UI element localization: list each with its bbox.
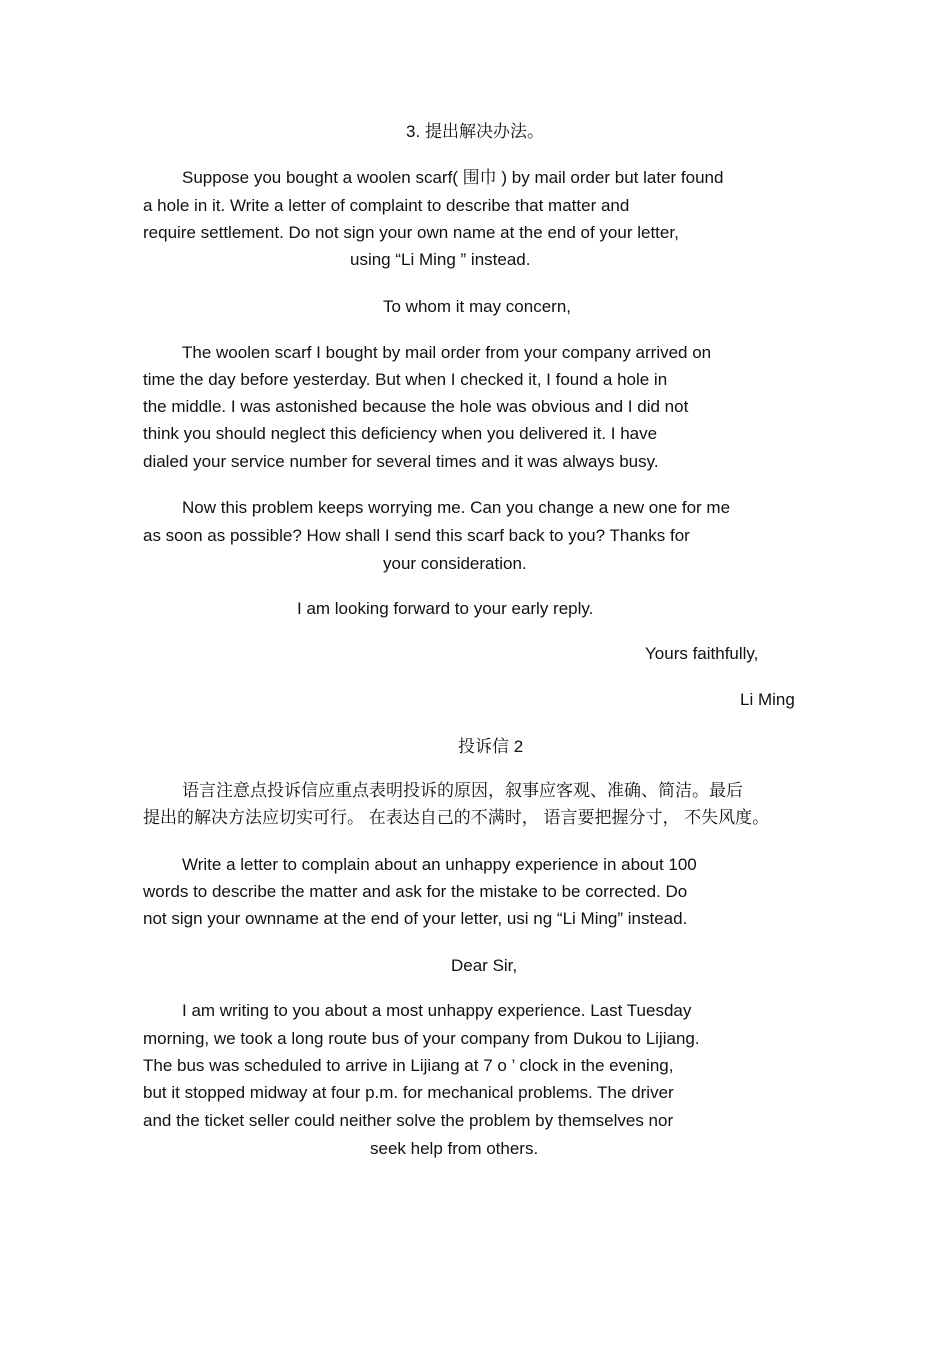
letter1-signature: Li Ming [740, 690, 795, 709]
letter1-para1-line: dialed your service number for several times and it was always busy. [143, 452, 659, 471]
letter1-para1-line: the middle. I was astonished because the hole was obvious and I did not [143, 397, 689, 416]
letter1-para2-line: your consideration. [383, 554, 527, 573]
letter2-salutation: Dear Sir, [451, 956, 518, 975]
prompt1-line: Suppose you bought a woolen scarf( 围巾 ) by mail order but later found [182, 168, 724, 187]
section-heading: 3. 提出解决办法。 [406, 122, 544, 141]
prompt1-line: a hole in it. Write a letter of complaint to describe that matter and [143, 196, 630, 215]
letter2-para1-line: seek help from others. [370, 1139, 539, 1158]
letter1-para2-line: Now this problem keeps worrying me. Can you change a new one for me [182, 498, 731, 517]
letter1-para1-line: time the day before yesterday. But when I checked it, I found a hole in [143, 370, 668, 389]
letter1-para1-line: think you should neglect this deficiency when you delivered it. I have [143, 424, 658, 443]
letter2-para1-line: The bus was scheduled to arrive in Lijiang at 7 o ’ clock in the evening, [143, 1056, 674, 1075]
prompt1-line: require settlement. Do not sign your own name at the end of your letter, [143, 223, 679, 242]
prompt2-line: words to describe the matter and ask for the mistake to be corrected. Do [143, 882, 688, 901]
letter1-sign-off: Yours faithfully, [645, 644, 759, 663]
notes-line: 提出的解决方法应切实可行。 在表达自己的不满时， 语言要把握分寸， 不失风度。 [143, 808, 770, 827]
letter1-salutation: To whom it may concern, [383, 297, 572, 316]
notes-line: 语言注意点投诉信应重点表明投诉的原因，叙事应客观、准确、简洁。最后 [182, 781, 743, 800]
letter2-para1-line: and the ticket seller could neither solve the problem by themselves nor [143, 1111, 674, 1130]
letter2-para1-line: but it stopped midway at four p.m. for mechanical problems. The driver [143, 1083, 674, 1102]
letter1-closing-line: I am looking forward to your early reply. [297, 599, 594, 618]
letter2-para1-line: I am writing to you about a most unhappy experience. Last Tuesday [182, 1001, 692, 1020]
prompt2-line: not sign your ownname at the end of your letter, usi ng “Li Ming” instead. [143, 909, 688, 928]
prompt1-line: using “Li Ming ” instead. [350, 250, 531, 269]
section2-title: 投诉信 2 [458, 737, 524, 756]
prompt2-line: Write a letter to complain about an unhappy experience in about 100 [182, 855, 697, 874]
letter1-para1-line: The woolen scarf I bought by mail order from your company arrived on [182, 343, 712, 362]
letter1-para2-line: as soon as possible? How shall I send this scarf back to you? Thanks for [143, 526, 690, 545]
letter2-para1-line: morning, we took a long route bus of your company from Dukou to Lijiang. [143, 1029, 700, 1048]
